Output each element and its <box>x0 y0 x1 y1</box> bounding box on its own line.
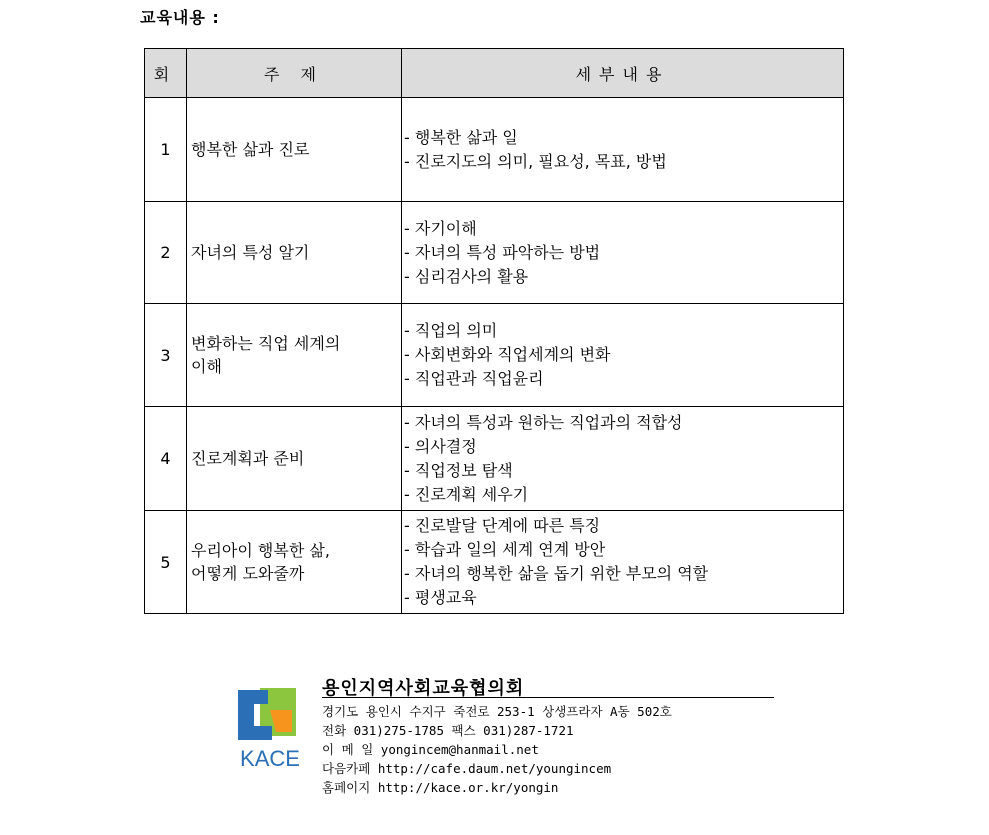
detail-item: - 학습과 일의 세계 연계 방안 <box>404 540 606 559</box>
detail-item: - 직업의 의미 <box>404 321 498 340</box>
detail-item: - 자녀의 특성과 원하는 직업과의 적합성 <box>404 412 683 432</box>
table-row <box>145 202 844 304</box>
header-topic: 주 제 <box>187 49 402 98</box>
topic-line: 자녀의 특성 알기 <box>191 243 310 262</box>
table-row <box>145 304 844 407</box>
session-topic <box>187 407 402 511</box>
session-details <box>402 98 844 202</box>
kace-logo <box>232 680 308 770</box>
topic-line: 행복한 삶과 진로 <box>191 140 310 159</box>
header-session: 회 <box>145 49 187 98</box>
session-number: 2 <box>145 202 187 304</box>
email-line: 이 메 일 yongincem@hanmail.net <box>322 742 539 757</box>
session-number: 5 <box>145 511 187 614</box>
contact-info <box>322 702 672 797</box>
curriculum-table <box>144 48 844 614</box>
detail-item: - 직업관과 직업윤리 <box>404 369 544 388</box>
session-topic <box>187 304 402 407</box>
detail-item: - 자녀의 행복한 삶을 돕기 위한 부모의 역할 <box>404 564 709 583</box>
session-details <box>402 304 844 407</box>
detail-item: - 진로발달 단계에 따른 특징 <box>404 516 601 535</box>
session-details <box>402 407 844 511</box>
table-row <box>145 98 844 202</box>
cafe-line: 다음카페 http://cafe.daum.net/youngincem <box>322 761 612 776</box>
detail-item: - 심리검사의 활용 <box>404 266 529 286</box>
address-line: 경기도 용인시 수지구 죽전로 253-1 상생프라자 A동 502호 <box>322 704 672 719</box>
detail-item: - 의사결정 <box>404 436 477 456</box>
detail-item: - 진로계획 세우기 <box>404 484 529 504</box>
detail-item: - 행복한 삶과 일 <box>404 127 518 147</box>
detail-item: - 직업정보 탐색 <box>404 460 513 480</box>
topic-line: 이해 <box>191 357 222 376</box>
phone-fax-line: 전화 031)275-1785 팩스 031)287-1721 <box>322 723 574 738</box>
session-topic <box>187 98 402 202</box>
detail-item: - 자기이해 <box>404 218 477 238</box>
detail-item: - 자녀의 특성 파악하는 방법 <box>404 242 601 262</box>
detail-item: - 진로지도의 의미, 필요성, 목표, 방법 <box>404 151 667 171</box>
table-row <box>145 511 844 614</box>
topic-line: 진로계획과 준비 <box>191 449 305 468</box>
section-heading: 교육내용 : <box>140 8 220 27</box>
homepage-line: 홈페이지 http://kace.or.kr/yongin <box>322 780 559 795</box>
org-name: 용인지역사회교육협의회 <box>322 678 525 699</box>
session-topic <box>187 202 402 304</box>
session-number: 1 <box>145 98 187 202</box>
topic-line: 우리아이 행복한 삶, <box>191 541 330 560</box>
detail-item: - 사회변화와 직업세계의 변화 <box>404 345 611 364</box>
session-number: 4 <box>145 407 187 511</box>
header-details: 세부내용 <box>402 49 844 98</box>
session-number: 3 <box>145 304 187 407</box>
detail-item: - 평생교육 <box>404 588 477 607</box>
session-details <box>402 202 844 304</box>
session-details <box>402 511 844 614</box>
logo-text: KACE <box>240 746 300 770</box>
topic-line: 어떻게 도와줄까 <box>191 564 305 583</box>
footer-divider <box>322 697 774 698</box>
table-row <box>145 407 844 511</box>
table-header-row <box>145 49 844 98</box>
topic-line: 변화하는 직업 세계의 <box>191 334 341 353</box>
session-topic <box>187 511 402 614</box>
